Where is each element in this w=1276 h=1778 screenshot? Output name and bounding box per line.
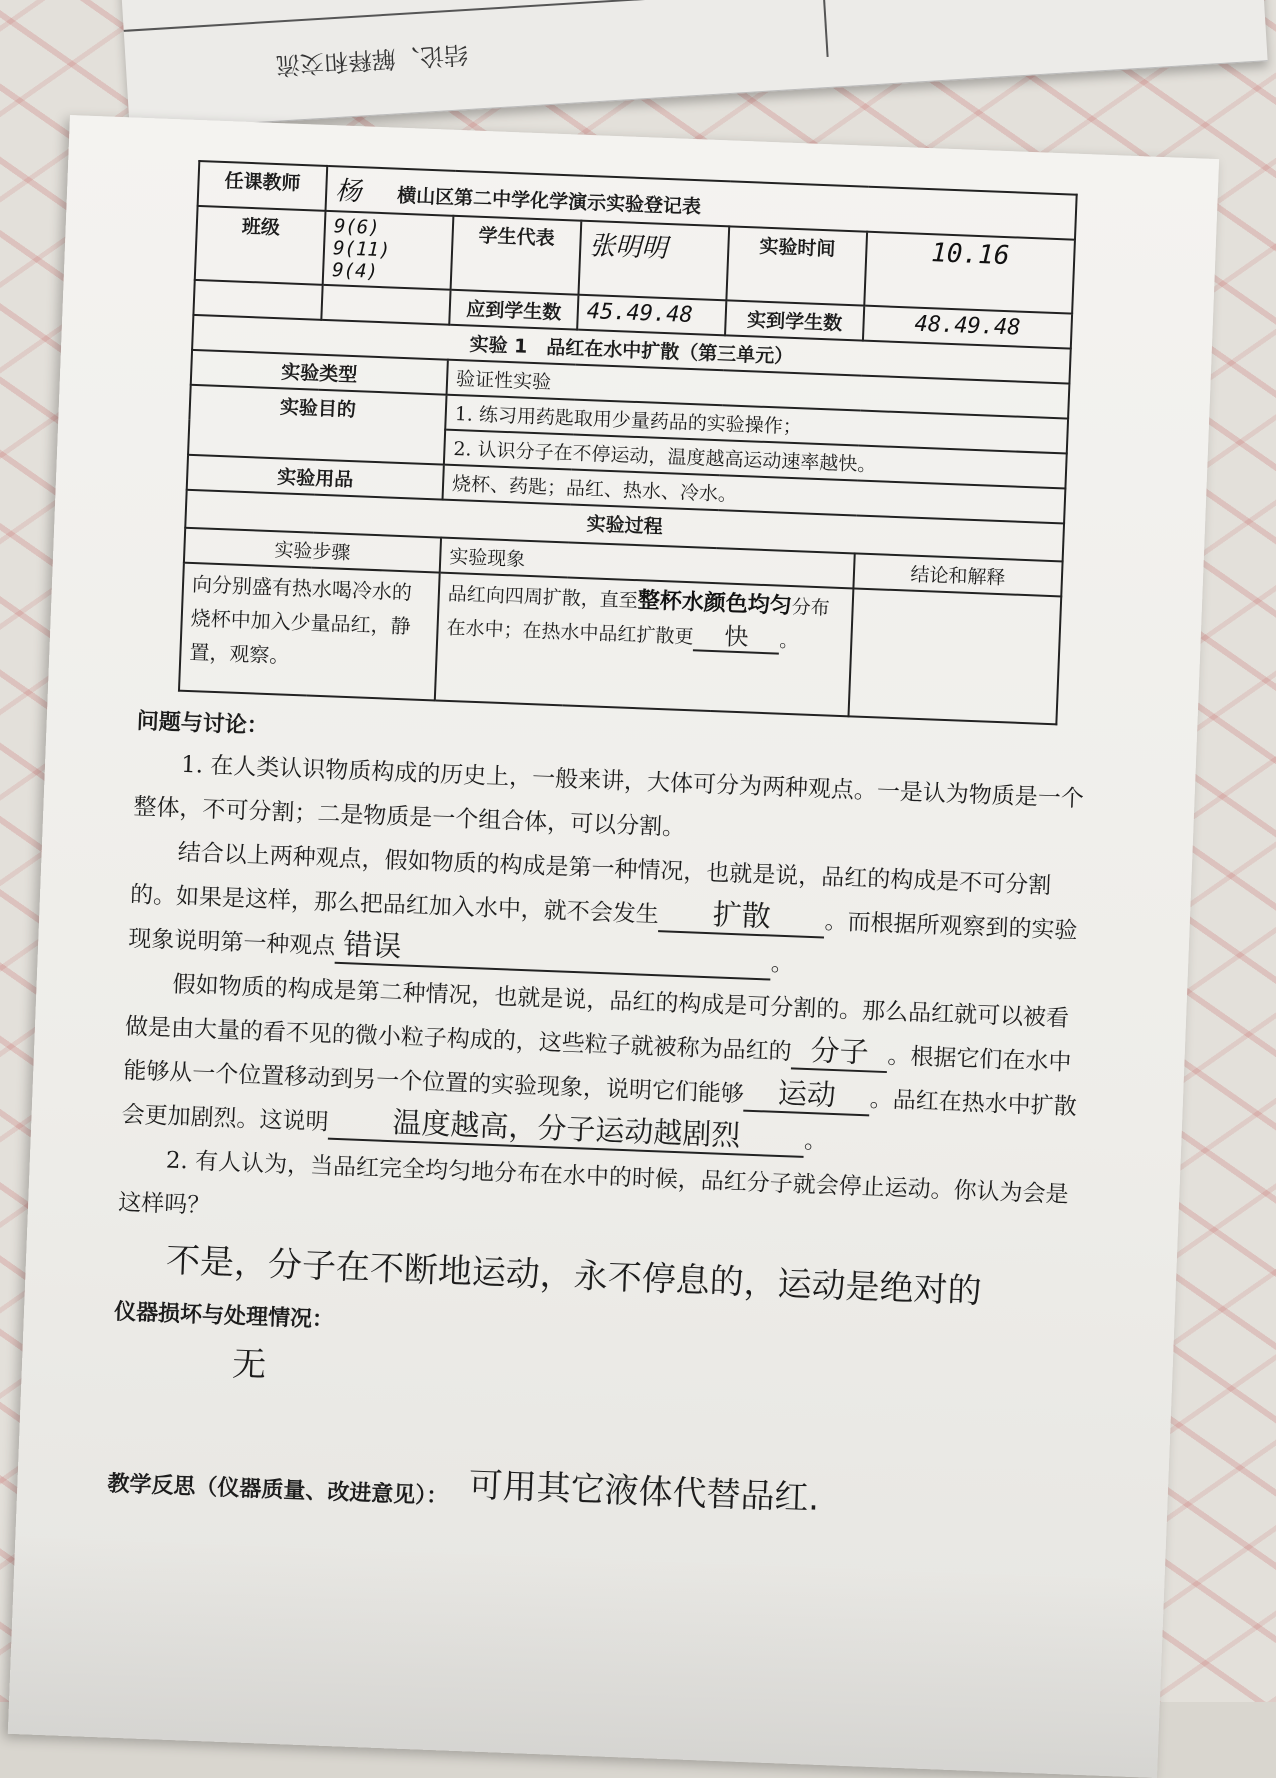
p3-fill-molecule: 分子	[791, 1031, 888, 1073]
p2-fill-diffusion: 扩散	[658, 894, 825, 938]
registration-sheet	[8, 115, 1219, 1778]
phenomenon-text-2: 分布在水中；在热水中品红扩散更	[446, 596, 831, 649]
expected-value: 45.49.48	[586, 298, 694, 329]
materials-label: 实验用品	[187, 455, 444, 500]
student-rep-value: 张明明	[588, 231, 668, 265]
teacher-value: 杨	[334, 176, 362, 208]
sheet-shadow	[8, 1534, 1165, 1778]
steps-label: 实验步骤	[184, 528, 441, 573]
p2-end: 。	[770, 950, 795, 978]
table-rule-vertical	[819, 0, 829, 57]
type-label: 实验类型	[191, 350, 448, 395]
phenomenon-fill-1: 整杯水颜色均匀	[637, 588, 793, 620]
p2-text-b: 。而根据所观察到的实验现象说明第一种观点	[127, 908, 1078, 960]
materials-value: 烧杯、药匙；品红、热水、冷水。	[443, 465, 1066, 524]
actual-label: 实到学生数	[725, 300, 864, 340]
p2-fill-wrong: 错误	[335, 926, 772, 981]
purpose-item-2: 2. 认识分子在不停运动，温度越高运动速率越快。	[444, 430, 1067, 489]
actual-value: 48.49.48	[914, 311, 1021, 341]
time-value: 10.16	[930, 238, 1010, 272]
phenomenon-fill-2: 快	[693, 621, 780, 654]
class-value: 9(6) 9(11) 9(4)	[331, 215, 391, 283]
teacher-label: 任课教师	[198, 161, 328, 211]
reflection-label: 教学反思（仪器质量、改进意见）：	[106, 1471, 449, 1510]
registration-table	[178, 160, 1078, 725]
phenomenon-end: 。	[778, 629, 799, 653]
expected-label: 应到学生数	[449, 290, 578, 330]
damage-value: 无	[231, 1344, 267, 1386]
class-label: 班级	[195, 206, 326, 285]
discussion-answer: 不是，分子在不断地运动，永不停息的，运动是绝对的	[165, 1240, 983, 1312]
discussion-paragraph-1: 1. 在人类认识物质构成的历史上，一般来讲，大体可分为两种观点。一是认为物质是一个整体，不可分割；二是物质是一个组合体，可以分割。	[132, 751, 1085, 842]
phenomenon-label: 实验现象	[440, 538, 855, 589]
conclusion-value	[848, 588, 1061, 724]
reflection-value: 可用其它液体代替品红.	[467, 1465, 821, 1519]
purpose-label: 实验目的	[188, 385, 446, 465]
phenomenon-text-1: 品红向四周扩散，直至	[447, 582, 639, 613]
reflection-row	[107, 1445, 1068, 1534]
p3-end: 。	[803, 1127, 828, 1155]
steps-value: 向分别盛有热水喝冷水的烧杯中加入少量品红，静置，观察。	[179, 563, 440, 701]
discussion-paragraph-4: 2. 有人认为，当品红完全均匀地分布在水中的时候，品红分子就会停止运动。你认为会是这样吗？	[117, 1147, 1070, 1220]
table-title: 横山区第二中学化学演示实验登记表	[396, 184, 702, 219]
p3-fill-motion: 运动	[743, 1074, 870, 1117]
discussion-label: 问题与讨论：	[136, 709, 270, 740]
experiment-title: 实验 1 品红在水中扩散（第三单元）	[192, 315, 1071, 384]
purpose-item-1: 1. 练习用药匙取用少量药品的实验操作；	[445, 395, 1068, 454]
process-label: 实验过程	[185, 490, 1064, 562]
table-rule	[124, 0, 1262, 32]
phenomenon-cell	[435, 573, 854, 717]
p3-text-b: 。根据它们在水中能够从一个位置移动到另一个位置的实验现象，说明它们能够	[122, 1043, 1072, 1108]
damage-label: 仪器损坏与处理情况：	[113, 1299, 335, 1334]
conclusion-label: 结论和解释	[853, 553, 1062, 596]
p2-text-a: 结合以上两种观点，假如物质的构成是第一种情况，也就是说，品红的构成是不可分割的。如果是这样，那么把品红加入水中，就不会发生	[129, 839, 1052, 929]
student-rep-label: 学生代表	[451, 216, 582, 295]
time-label: 实验时间	[726, 226, 867, 305]
p3-fill-temperature: 温度越高，分子运动越剧烈	[328, 1102, 805, 1158]
p3-text-a: 假如物质的构成是第二种情况，也就是说，品红的构成是可分割的。那么品红就可以被看做是由大量的看不见的微小粒子构成的，这些粒子就被称为品红的	[124, 971, 1070, 1066]
p3-text-c: 。品红在热水中扩散会更加剧烈。这说明	[121, 1086, 1078, 1136]
type-value: 验证性实验	[447, 360, 1070, 419]
underlying-footer: 结论、解释和交流	[275, 39, 469, 80]
